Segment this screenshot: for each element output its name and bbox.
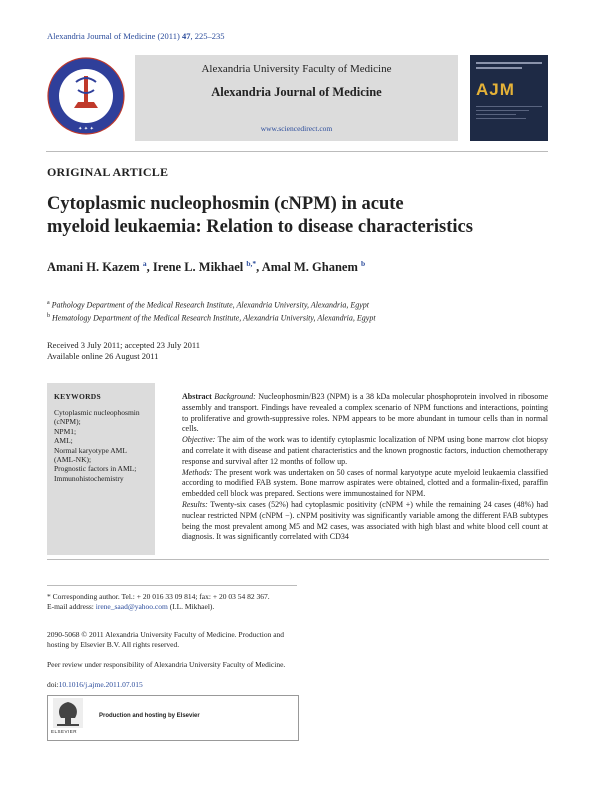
affiliations (47, 298, 376, 323)
abstract-objective (182, 435, 548, 467)
title-line-2: myeloid leukaemia: Relation to disease characteristics (47, 217, 473, 237)
email-suffix: (I.L. Mikhael). (167, 602, 215, 611)
author-affil-mark[interactable]: b (361, 259, 366, 268)
keyword-item: Normal karyotype AML (54, 445, 127, 455)
journal-volume: 47 (181, 31, 191, 41)
keyword-item: Immunohistochemistry (54, 473, 124, 483)
keyword-item: AML; (54, 436, 73, 446)
methods-label: Methods: (182, 467, 213, 477)
corresponding-author: * Corresponding author. Tel.: + 20 016 33 09 814; fax: + 20 03 54 82 367. (47, 592, 270, 601)
affil-text: Hematology Department of the Medical Research Institute, Alexandria University, Alexandria, Egypt (52, 313, 376, 323)
methods-text: The present work was undertaken on 50 cases of normal karyotype acute myeloid leukaemia classified according to modified FAB system. Bone marrow aspirates were obtained, clotted and a formalin-fixed, paraffin embedded cell block was prepared. Sections were immunostained for NPM. (182, 467, 548, 499)
journal-citation (47, 31, 224, 41)
copyright-notice: 2090-5068 © 2011 Alexandria University Faculty of Medicine. Production and hosting by Elsevier B.V. All rights reserved. (47, 630, 285, 649)
author-affil-mark[interactable]: a (142, 259, 147, 268)
title-line-1: Cytoplasmic nucleophosmin (cNPM) in acute (47, 194, 404, 214)
author-affil-mark[interactable]: b,* (246, 259, 257, 268)
header-divider (46, 151, 548, 152)
objective-label: Objective: (182, 435, 216, 445)
cover-decoration (476, 106, 542, 122)
abstract (182, 392, 548, 543)
keyword-item: (AML-NK); (54, 455, 92, 465)
author-name: Irene L. Mikhael (152, 260, 244, 275)
cover-subtitle-lines (476, 62, 542, 69)
objective-text: The aim of the work was to identify cytoplasmic localization of NPM using bone marrow clot biopsy and correlate it with disease and patient characteristics and the known prognostic factors, induction chemotherapy response and survival after 12 months of follow up. (182, 435, 548, 466)
journal-name: Alexandria Journal of Medicine (211, 85, 382, 99)
received-date: Received 3 July 2011; accepted 23 July 2011 (47, 340, 201, 350)
cover-abbrev: AJM (476, 80, 515, 99)
svg-text:✦ ✦ ✦: ✦ ✦ ✦ (78, 126, 94, 132)
footnote-divider (47, 585, 297, 586)
keyword-item: Cytoplasmic nucleophosmin (54, 408, 140, 417)
keyword-item: NPM1; (54, 426, 77, 436)
abstract-results (182, 500, 548, 543)
article-title (47, 193, 547, 239)
results-text: Twenty-six cases (52%) had cytoplasmic positivity (cNPM +) while the remaining 24 cases (48%) had nuclear restricted NPM (cNPM −). cNPM positivity was significantly variable among the different FAB subtypes being the most prevalent among M5 and M2 cases, was associated with high blast and white blood cell count at diagnosis. It was significantly correlated with CD34 (182, 499, 548, 542)
keyword-item: (cNPM); (54, 417, 81, 427)
abstract-methods (182, 468, 548, 500)
keywords-list (54, 408, 154, 483)
article-type: ORIGINAL ARTICLE (47, 165, 169, 179)
affil-mark: a (47, 300, 50, 306)
affiliation-item (47, 311, 376, 324)
peer-review-note: Peer review under responsibility of Alexandria University Faculty of Medicine. (47, 660, 286, 669)
email-link[interactable]: irene_saad@yahoo.com (95, 602, 168, 611)
production-hosting-text: Production and hosting by Elsevier (99, 713, 200, 719)
keyword-item: Prognostic factors in AML; (54, 464, 137, 474)
elsevier-tree-icon (53, 698, 83, 728)
author-name: Amani H. Kazem (47, 260, 140, 275)
sciencedirect-link[interactable]: www.sciencedirect.com (260, 124, 333, 133)
elsevier-wordmark: ELSEVIER (51, 729, 78, 734)
affil-text: Pathology Department of the Medical Research Institute, Alexandria University, Alexandria, Egypt (51, 300, 370, 310)
abstract-label: Abstract (182, 392, 212, 401)
online-date: Available online 26 August 2011 (47, 351, 159, 361)
university-logo-icon (46, 56, 126, 136)
background-text: Nucleophosmin/B23 (NPM) is a 38 kDa molecular phosphoprotein involved in ribosome assembly and transport. Findings have revealed a complex scenario of NPM functions and interactions, pointing to proliferative and growth-suppressive roles. NPM appears to be more abundant in tumour cells than in normal cells. (182, 392, 549, 434)
background-label: Background: (214, 392, 256, 401)
abstract-bottom-divider (47, 559, 549, 560)
author-name: Amal M. Ghanem (261, 260, 358, 275)
doi-link[interactable]: 10.1016/j.ajme.2011.07.015 (58, 680, 143, 689)
doi-prefix: doi: (47, 680, 59, 689)
email-line (47, 602, 292, 612)
affil-mark: b (47, 312, 50, 319)
results-label: Results: (182, 499, 208, 509)
keywords-heading: KEYWORDS (54, 392, 101, 401)
corresponding-footnote (47, 592, 292, 612)
abstract-background (182, 392, 548, 435)
affiliation-item (47, 298, 376, 311)
doi-line (47, 680, 143, 689)
email-label: E-mail address: (47, 602, 96, 611)
university-name: Alexandria University Faculty of Medicine (201, 63, 392, 75)
journal-ref: Alexandria Journal of Medicine (2011) (47, 31, 180, 41)
author-list: Amani H. Kazem $^a$, Irene L. Mikhael $^{b,*}$, Amal M. Ghanem $^b$ (47, 259, 366, 275)
journal-pages: , 225–235 (190, 31, 225, 41)
article-dates (47, 340, 200, 362)
